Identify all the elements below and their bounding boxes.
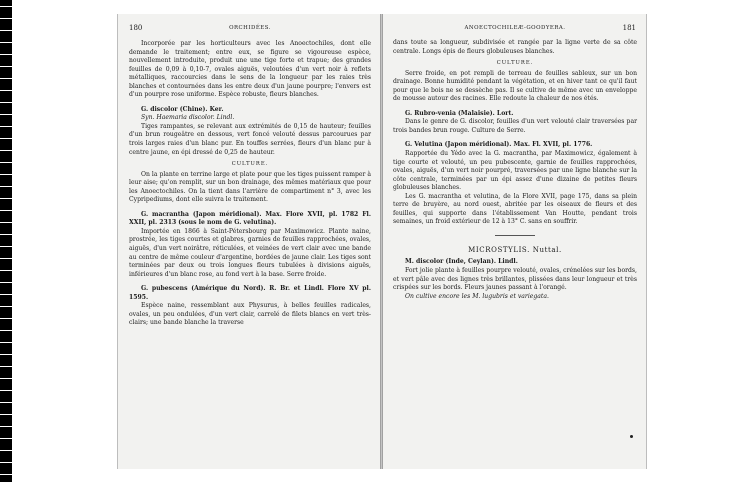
paragraph: Fort jolie plante à feuilles pourpre velouté, ovales, crénelées sur les bords, et vert pâle avec des lignes très brillantes, plissées dans leur longueur et très crispées sur les bords. Fleurs jaunes passant à l'orangé. bbox=[393, 267, 637, 292]
paragraph: On cultive encore les M. lugubris et variegata. bbox=[405, 292, 549, 300]
species-heading: G. Rubro-venia (Malaisie). Lort. bbox=[405, 109, 514, 117]
left-page-body bbox=[129, 40, 371, 328]
paragraph: Espèce naine, ressemblant aux Physurus, à belles feuilles radicales, ovales, un peu ondulées, d'un vert clair, carrelé de filets blancs en vert très-clairs; une bande blanche la traverse bbox=[129, 302, 371, 327]
paragraph: Importée en 1866 à Saint-Pétersbourg par Maximowicz. Plante naine, prostrée, les tiges courtes et glabres, garnies de feuilles rapprochées, ovales, aiguës, d'un vert noirâtre, réticulées, et veinées de vert clair avec une bande au centre de même couleur d'argentine, bordées de jaune clair. Les tiges sont terminées par deux ou trois longues fleurs tubulées à divisions aiguës, inférieures d'un blanc rose, au fond vert à la base. Serre froide. bbox=[129, 227, 371, 278]
left-running-head bbox=[129, 24, 371, 34]
right-page-body bbox=[393, 39, 637, 301]
right-page bbox=[383, 14, 647, 469]
species-heading: G. Velutina (Japon méridional). Max. Fl. XVII, pl. 1776. bbox=[405, 141, 593, 149]
species-heading: G. discolor (Chine). Ker. bbox=[141, 105, 224, 113]
scan-edge-strip bbox=[0, 0, 12, 482]
left-page-number: 180 bbox=[129, 24, 143, 32]
paragraph: Tiges rampantes, se relevant aux extrémités de 0,15 de hauteur; feuilles d'un brun rougeâtre en dessous, vert foncé velouté dessus parcourues par trois larges raies d'un blanc pur. En touffes serrées, fleurs d'un blanc pur à centre jaune, en épi dressé de 0,25 de hauteur. bbox=[129, 122, 371, 156]
paragraph: dans toute sa longueur, subdivisée et rangée par la ligne verte de sa côte centrale. Longs épis de fleurs globuleuses blanches. bbox=[393, 39, 637, 55]
species-heading: M. discolor (Inde, Ceylan). Lindl. bbox=[405, 258, 518, 266]
scan-speck bbox=[630, 435, 633, 438]
synonym-line: Syn. Haemaria discolor. Lindl. bbox=[141, 114, 235, 122]
section-divider bbox=[495, 235, 535, 236]
species-heading: G. pubescens (Amérique du Nord). R. Br. et Lindl. Flore XV pl. 1595. bbox=[129, 285, 371, 301]
section-heading-culture: CULTURE. bbox=[496, 60, 534, 67]
paragraph: Dans le genre de G. discolor, feuilles d'un vert velouté clair traversées par trois bandes brun rouge. Culture de Serre. bbox=[393, 118, 637, 134]
paragraph: On la plante en terrine large et plate pour que les tiges puissent ramper à leur aise; qu'on remplit, sur un bon drainage, des mêmes matériaux que pour les Anoectochiles. On la tient dans l'arrière de compartiment n° 3, avec les Cypripediums, dont elle suivra le traitement. bbox=[129, 170, 371, 204]
right-page-number: 181 bbox=[622, 24, 636, 32]
paragraph: Serre froide, en pot rempli de terreau de feuilles sableux, sur un bon drainage. Bonne humidité pendant la végétation, et en hiver tant ce qu'il faut pour que le bois ne se dessèche pas. Il se cultive de même avec un enveloppe de mousse autour des racines. Elle redoute la chaleur de nos étés. bbox=[393, 69, 637, 103]
right-running-title: ANOECTOCHILEÆ-GOODYERA. bbox=[464, 25, 566, 31]
species-heading: G. macrantha (Japon méridional). Max. Flore XVII, pl. 1782 Fl. XXII, pl. 2313 (sous le nom de G. velutina). bbox=[129, 210, 371, 227]
right-running-head bbox=[394, 24, 636, 34]
section-heading-culture: CULTURE. bbox=[231, 161, 269, 168]
left-page bbox=[117, 14, 381, 469]
genus-heading: MICROSTYLIS. Nuttal. bbox=[468, 245, 562, 254]
paragraph: Incorporée par les horticulteurs avec les Anoectochiles, dont elle demande le traitement; entre eux, se figure se vigoureuse espèce, nouvellement introduite, produit une une tige forte et trapue; des grandes feuilles de 0,09 à 0,10-7, ovales aiguës, veloutées d'un vert noir à reflets métalliques, raccourcies dans le sens de la longueur par les raies très blanches et contournées dans les entre deux d'un jaune pourpre; l'envers est d'un pourpre rose uniforme. Espèce robuste, fleurs blanches. bbox=[129, 40, 371, 99]
paragraph: Les G. macrantha et velutina, de la Flore XVII, page 175, dans sa plein terre de bruyère, au nord ouest, abritée par les oiseaux de fleurs et des feuilles, qui supporte dans l'établissement Van Houtte, pendant trois semaines, un froid extérieur de 12 à 13° C. sans en souffrir. bbox=[393, 192, 637, 226]
paragraph: Rapportée du Yédo avec la G. macrantha, par Maximowicz, également à tige courte et velouté, un peu pubescente, garnie de feuilles rapprochées, ovales, aiguës, d'un vert noir pourpré, traversées par une ligne blanche sur la côte centrale, terminées par un épi assez d'une dizaine de petites fleurs globuleuses blanches. bbox=[393, 150, 637, 192]
left-running-title: ORCHIDÉES. bbox=[229, 25, 271, 31]
